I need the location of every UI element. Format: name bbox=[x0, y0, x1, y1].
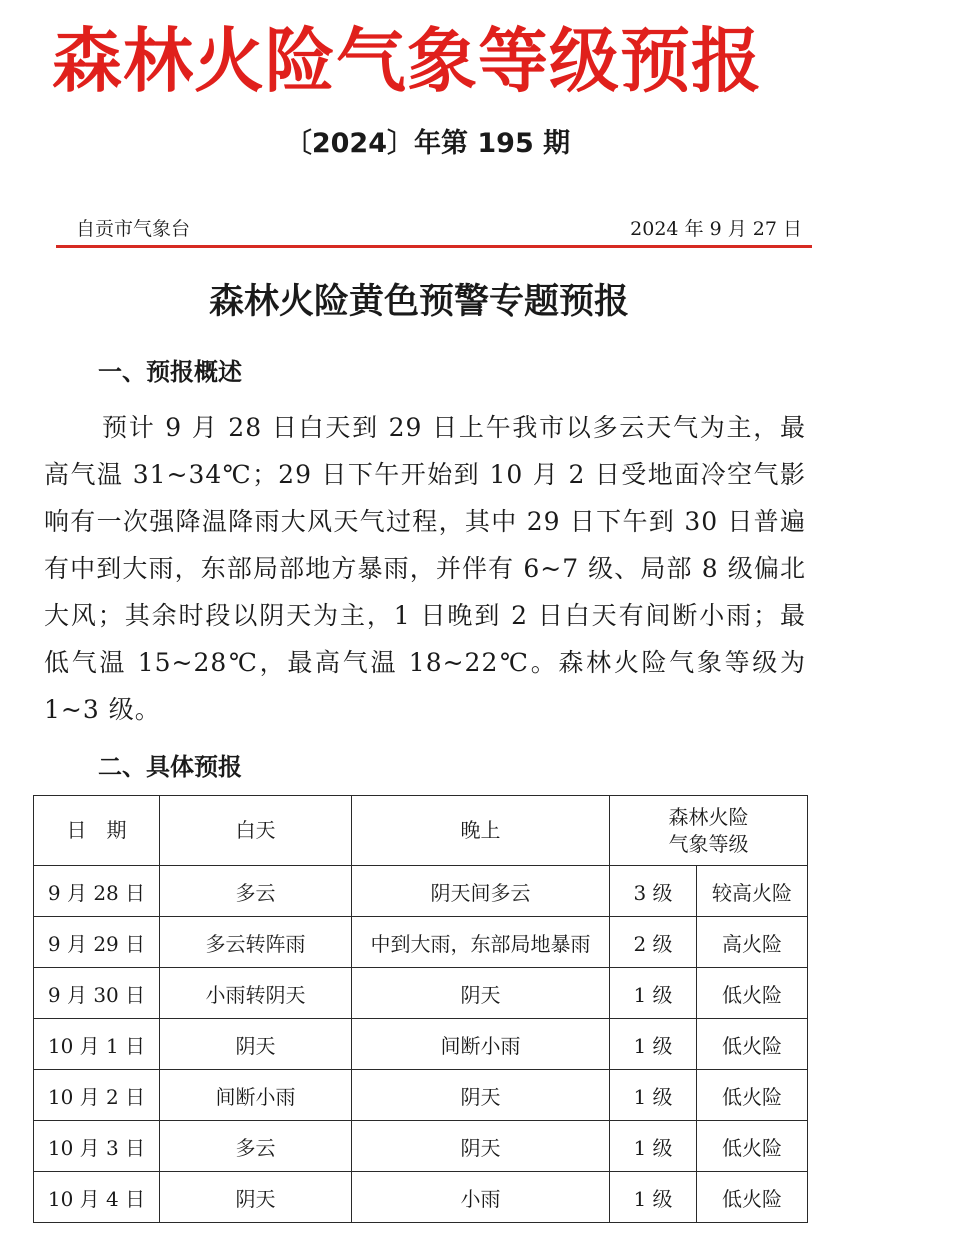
cell-risk: 低火险 bbox=[697, 1121, 808, 1172]
cell-risk: 低火险 bbox=[697, 1019, 808, 1070]
cell-date: 9 月 30 日 bbox=[34, 968, 160, 1019]
cell-day: 多云 bbox=[160, 866, 352, 917]
cell-date: 9 月 28 日 bbox=[34, 866, 160, 917]
header-fire-level bbox=[610, 796, 808, 866]
cell-level: 1 级 bbox=[610, 968, 697, 1019]
cell-day: 间断小雨 bbox=[160, 1070, 352, 1121]
section-heading-overview: 一、预报概述 bbox=[98, 358, 242, 386]
issuer-date-row bbox=[76, 214, 802, 244]
cell-risk: 低火险 bbox=[697, 1172, 808, 1223]
header-day: 白天 bbox=[160, 796, 352, 866]
cell-risk: 较高火险 bbox=[697, 866, 808, 917]
header-date: 日 期 bbox=[34, 796, 160, 866]
cell-level: 1 级 bbox=[610, 1070, 697, 1121]
issue-number: 〔2024〕年第 195 期 bbox=[284, 128, 571, 159]
cell-date: 10 月 4 日 bbox=[34, 1172, 160, 1223]
forecast-table bbox=[33, 795, 808, 1223]
cell-level: 1 级 bbox=[610, 1172, 697, 1223]
cell-level: 3 级 bbox=[610, 866, 697, 917]
table-row bbox=[34, 1121, 808, 1172]
table-row bbox=[34, 968, 808, 1019]
cell-day: 小雨转阴天 bbox=[160, 968, 352, 1019]
overview-paragraph: 预计 9 月 28 日白天到 29 日上午我市以多云天气为主，最高气温 31~34℃；29 日下午开始到 10 月 2 日受地面冷空气影响有一次强降温降雨大风天气过程，其中 29 日下午到 30 日普遍有中到大雨，东部局部地方暴雨，并伴有 6~7 级、局部 8 级偏北大风；其余时段以阴天为主，1 日晚到 2 日白天有间断小雨；最低气温 15~28℃，最高气温 18~22℃。森林火险气象等级为 1~3 级。 bbox=[44, 413, 806, 724]
header-fire-level-line2: 气象等级 bbox=[668, 831, 749, 856]
cell-day: 多云转阵雨 bbox=[160, 917, 352, 968]
cell-night: 小雨 bbox=[352, 1172, 610, 1223]
cell-night: 中到大雨，东部局地暴雨 bbox=[352, 917, 610, 968]
cell-level: 1 级 bbox=[610, 1121, 697, 1172]
issuer: 自贡市气象台 bbox=[76, 218, 191, 240]
header-night: 晚上 bbox=[352, 796, 610, 866]
document-title: 森林火险黄色预警专题预报 bbox=[208, 282, 629, 322]
table-row bbox=[34, 1172, 808, 1223]
section-heading-detail: 二、具体预报 bbox=[98, 753, 242, 781]
cell-risk: 低火险 bbox=[697, 968, 808, 1019]
cell-date: 9 月 29 日 bbox=[34, 917, 160, 968]
masthead-title: 森林火险气象等级预报 bbox=[52, 20, 762, 102]
cell-date: 10 月 2 日 bbox=[34, 1070, 160, 1121]
cell-day: 阴天 bbox=[160, 1019, 352, 1070]
cell-day: 多云 bbox=[160, 1121, 352, 1172]
cell-date: 10 月 1 日 bbox=[34, 1019, 160, 1070]
table-row bbox=[34, 1019, 808, 1070]
header-fire-level-line1: 森林火险 bbox=[668, 804, 749, 829]
cell-risk: 低火险 bbox=[697, 1070, 808, 1121]
cell-date: 10 月 3 日 bbox=[34, 1121, 160, 1172]
cell-risk: 高火险 bbox=[697, 917, 808, 968]
cell-night: 阴天 bbox=[352, 1121, 610, 1172]
red-divider bbox=[56, 245, 812, 248]
issue-date: 2024 年 9 月 27 日 bbox=[630, 218, 802, 240]
cell-day: 阴天 bbox=[160, 1172, 352, 1223]
cell-night: 阴天 bbox=[352, 1070, 610, 1121]
cell-night: 间断小雨 bbox=[352, 1019, 610, 1070]
cell-level: 1 级 bbox=[610, 1019, 697, 1070]
table-row bbox=[34, 1070, 808, 1121]
table-row bbox=[34, 866, 808, 917]
table-row bbox=[34, 917, 808, 968]
table-header-row bbox=[34, 796, 808, 866]
cell-night: 阴天 bbox=[352, 968, 610, 1019]
cell-level: 2 级 bbox=[610, 917, 697, 968]
cell-night: 阴天间多云 bbox=[352, 866, 610, 917]
